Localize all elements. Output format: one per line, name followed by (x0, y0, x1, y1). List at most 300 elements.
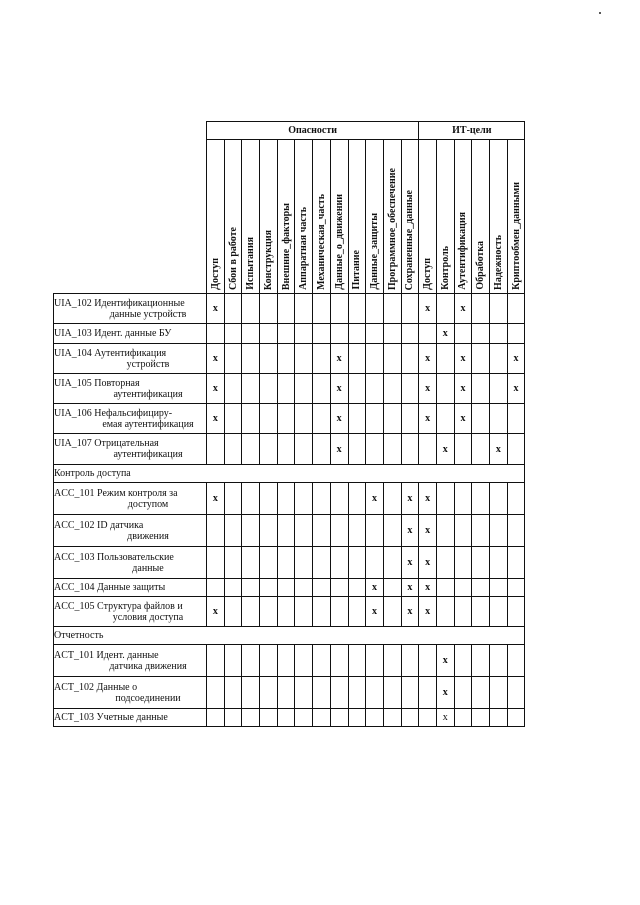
cell-empty (242, 677, 260, 709)
cell-empty (277, 547, 295, 579)
row-label-line1: ACT_102 Данные о (54, 681, 138, 693)
cell-empty (313, 547, 331, 579)
row-label-line1: UIA_107 Отрицательная (54, 438, 159, 449)
cell-empty (436, 344, 454, 374)
cell-empty (366, 434, 384, 465)
column-header (330, 140, 348, 294)
cell-empty (277, 515, 295, 547)
table-row (54, 709, 525, 727)
cell-empty (490, 645, 508, 677)
column-header-label: Сбои в работе (227, 226, 239, 290)
row-label-line1: ACC_101 Режим контроля за (54, 487, 178, 499)
cell-mark: x (454, 374, 472, 404)
speck (599, 12, 601, 14)
cell-empty (277, 404, 295, 434)
cell-empty (383, 374, 401, 404)
cell-empty (401, 434, 419, 465)
cell-empty (383, 547, 401, 579)
cell-empty (472, 709, 490, 727)
cell-empty (401, 677, 419, 709)
cell-empty (366, 645, 384, 677)
cell-empty (419, 645, 437, 677)
cell-empty (260, 547, 278, 579)
cell-empty (507, 645, 525, 677)
cell-empty (419, 324, 437, 344)
cell-empty (224, 547, 242, 579)
cell-mark: x (401, 547, 419, 579)
cell-empty (224, 483, 242, 515)
cell-mark: x (419, 515, 437, 547)
cell-empty (507, 434, 525, 465)
cell-mark: x (401, 579, 419, 597)
section-label: Отчетность (54, 627, 525, 645)
cell-empty (242, 344, 260, 374)
cell-empty (242, 547, 260, 579)
column-header (207, 140, 225, 294)
row-label-line1: ACT_103 Учетные данные (54, 712, 168, 723)
cell-mark: x (366, 483, 384, 515)
cell-empty (401, 374, 419, 404)
cell-mark: x (207, 344, 225, 374)
row-label (54, 344, 207, 374)
cell-mark: x (419, 483, 437, 515)
cell-empty (330, 547, 348, 579)
row-label-line2: аутентификация (113, 388, 183, 400)
row-label-line2: условия доступа (112, 611, 184, 623)
row-label-line1: ACC_105 Структура файлов и (54, 600, 183, 612)
cell-empty (348, 515, 366, 547)
cell-empty (348, 645, 366, 677)
cell-empty (207, 515, 225, 547)
cell-empty (366, 374, 384, 404)
cell-empty (507, 579, 525, 597)
cell-empty (436, 374, 454, 404)
cell-empty (366, 404, 384, 434)
row-label-line2: данные устройств (109, 308, 187, 320)
column-header (260, 140, 278, 294)
cell-empty (224, 374, 242, 404)
row-label-line2: данные (132, 562, 164, 574)
cell-empty (454, 324, 472, 344)
group-header: ИТ-цели (419, 122, 525, 140)
cell-mark: x (401, 515, 419, 547)
cell-empty (277, 483, 295, 515)
cell-empty (313, 645, 331, 677)
cell-empty (295, 404, 313, 434)
cell-empty (224, 294, 242, 324)
cell-mark: x (207, 374, 225, 404)
cell-empty (313, 515, 331, 547)
row-label (54, 434, 207, 465)
cell-empty (224, 677, 242, 709)
cell-mark: x (490, 434, 508, 465)
row-label (54, 483, 207, 515)
cell-mark: x (419, 404, 437, 434)
column-header (454, 140, 472, 294)
cell-empty (260, 374, 278, 404)
cell-empty (295, 294, 313, 324)
cell-empty (260, 645, 278, 677)
cell-empty (224, 344, 242, 374)
cell-empty (277, 709, 295, 727)
cell-empty (295, 547, 313, 579)
cell-empty (472, 344, 490, 374)
cell-empty (224, 579, 242, 597)
column-header-label: Питание (351, 250, 363, 290)
column-header (295, 140, 313, 294)
cell-mark: x (207, 483, 225, 515)
cell-mark: x (419, 579, 437, 597)
cell-empty (348, 547, 366, 579)
cell-empty (472, 374, 490, 404)
cell-empty (242, 294, 260, 324)
cell-empty (313, 324, 331, 344)
column-header (277, 140, 295, 294)
cell-empty (224, 324, 242, 344)
row-label (54, 709, 207, 727)
cell-empty (454, 579, 472, 597)
cell-empty (295, 709, 313, 727)
column-header-label: Испытания (245, 237, 257, 290)
cell-empty (224, 434, 242, 465)
cell-empty (277, 597, 295, 627)
table-row (54, 434, 525, 465)
column-header-label: Криптообмен_данными (510, 182, 522, 290)
cell-empty (277, 294, 295, 324)
table-row (54, 374, 525, 404)
table-row (54, 677, 525, 709)
row-label-line2: движения (127, 530, 169, 542)
column-header (366, 140, 384, 294)
cell-empty (313, 374, 331, 404)
cell-mark: x (330, 404, 348, 434)
cell-empty (507, 597, 525, 627)
cell-empty (383, 344, 401, 374)
cell-empty (383, 709, 401, 727)
cell-empty (419, 677, 437, 709)
cell-empty (383, 645, 401, 677)
cell-empty (490, 344, 508, 374)
cell-empty (348, 294, 366, 324)
column-header (472, 140, 490, 294)
cell-empty (207, 324, 225, 344)
matrix-table (53, 121, 525, 727)
group-header-row (54, 122, 525, 140)
cell-empty (507, 547, 525, 579)
cell-empty (366, 677, 384, 709)
row-label-line2: датчика движения (109, 660, 187, 672)
cell-mark: x (207, 404, 225, 434)
row-label (54, 294, 207, 324)
cell-empty (207, 547, 225, 579)
cell-empty (295, 645, 313, 677)
row-label-line2: емая аутентификация (102, 418, 194, 430)
cell-empty (454, 709, 472, 727)
cell-empty (383, 404, 401, 434)
cell-mark: x (419, 374, 437, 404)
cell-empty (472, 677, 490, 709)
cell-mark: x (330, 434, 348, 465)
row-label-line1: UIA_103 Идент. данные БУ (54, 328, 172, 339)
cell-empty (366, 547, 384, 579)
corner-blank (54, 122, 207, 294)
cell-empty (401, 709, 419, 727)
row-label (54, 374, 207, 404)
cell-mark: x (330, 374, 348, 404)
column-header (242, 140, 260, 294)
row-label-line1: UIA_102 Идентификационные (54, 297, 185, 309)
row-label (54, 645, 207, 677)
cell-empty (313, 597, 331, 627)
row-label-line1: UIA_104 Аутентификация (54, 347, 167, 359)
row-label (54, 324, 207, 344)
cell-empty (330, 597, 348, 627)
cell-mark: x (454, 294, 472, 324)
cell-empty (383, 677, 401, 709)
cell-mark: x (436, 709, 454, 727)
cell-empty (295, 579, 313, 597)
cell-mark: x (401, 597, 419, 627)
cell-empty (277, 374, 295, 404)
cell-empty (224, 645, 242, 677)
cell-empty (242, 374, 260, 404)
column-header (313, 140, 331, 294)
cell-empty (313, 483, 331, 515)
cell-empty (313, 677, 331, 709)
cell-empty (207, 645, 225, 677)
cell-empty (383, 579, 401, 597)
cell-mark: x (454, 344, 472, 374)
cell-empty (330, 645, 348, 677)
cell-mark: x (401, 483, 419, 515)
column-header (507, 140, 525, 294)
cell-empty (507, 294, 525, 324)
cell-mark: x (366, 597, 384, 627)
cell-empty (490, 677, 508, 709)
cell-empty (472, 597, 490, 627)
cell-empty (383, 434, 401, 465)
table-row (54, 483, 525, 515)
cell-empty (277, 344, 295, 374)
cell-empty (507, 677, 525, 709)
cell-empty (242, 324, 260, 344)
section-label: Контроль доступа (54, 465, 525, 483)
cell-mark: x (436, 677, 454, 709)
cell-empty (348, 404, 366, 434)
column-header-label: Надежность (492, 235, 504, 290)
cell-empty (401, 294, 419, 324)
cell-empty (313, 579, 331, 597)
cell-empty (348, 324, 366, 344)
cell-empty (472, 324, 490, 344)
column-header-label: Внешние_факторы (280, 202, 292, 290)
row-label-line2: доступом (127, 498, 169, 510)
cell-empty (295, 344, 313, 374)
column-header-label: Конструкция (262, 229, 274, 290)
cell-empty (472, 294, 490, 324)
cell-empty (242, 579, 260, 597)
row-label-line1: ACC_103 Пользовательские (54, 551, 174, 563)
cell-empty (348, 374, 366, 404)
cell-empty (295, 515, 313, 547)
column-header (348, 140, 366, 294)
cell-empty (295, 324, 313, 344)
cell-empty (242, 483, 260, 515)
cell-empty (454, 645, 472, 677)
cell-empty (224, 597, 242, 627)
cell-empty (454, 483, 472, 515)
cell-empty (260, 404, 278, 434)
cell-empty (242, 404, 260, 434)
row-label-line2: устройств (126, 358, 170, 370)
cell-empty (277, 324, 295, 344)
cell-empty (260, 324, 278, 344)
cell-empty (313, 344, 331, 374)
column-header-label: Контроль (439, 246, 451, 290)
cell-empty (490, 483, 508, 515)
cell-empty (242, 645, 260, 677)
cell-empty (330, 483, 348, 515)
cell-empty (366, 294, 384, 324)
cell-empty (401, 324, 419, 344)
cell-empty (313, 434, 331, 465)
cell-empty (207, 677, 225, 709)
cell-empty (330, 515, 348, 547)
cell-empty (242, 709, 260, 727)
column-header-label: Сохраненные_данные (404, 189, 416, 290)
cell-mark: x (507, 344, 525, 374)
row-label (54, 597, 207, 627)
cell-empty (348, 344, 366, 374)
row-label (54, 677, 207, 709)
column-header (401, 140, 419, 294)
cell-empty (224, 404, 242, 434)
cell-empty (260, 709, 278, 727)
cell-empty (277, 579, 295, 597)
column-header (490, 140, 508, 294)
cell-empty (348, 483, 366, 515)
cell-mark: x (436, 645, 454, 677)
cell-empty (295, 483, 313, 515)
cell-empty (472, 579, 490, 597)
cell-empty (472, 434, 490, 465)
row-label (54, 579, 207, 597)
row-label-line1: ACC_102 ID датчика (54, 519, 144, 531)
cell-empty (348, 677, 366, 709)
cell-empty (454, 677, 472, 709)
cell-empty (260, 483, 278, 515)
cell-empty (330, 324, 348, 344)
cell-mark: x (207, 294, 225, 324)
row-label (54, 404, 207, 434)
cell-empty (436, 579, 454, 597)
column-header (419, 140, 437, 294)
column-header-label: Программное_обеспечение (386, 167, 398, 290)
table-row (54, 294, 525, 324)
cell-empty (490, 515, 508, 547)
cell-empty (490, 709, 508, 727)
cell-empty (260, 677, 278, 709)
cell-empty (348, 709, 366, 727)
cell-mark: x (436, 324, 454, 344)
cell-mark: x (419, 294, 437, 324)
cell-empty (383, 515, 401, 547)
cell-empty (401, 344, 419, 374)
cell-mark: x (454, 404, 472, 434)
cell-empty (401, 645, 419, 677)
row-label-line2: аутентификация (113, 449, 183, 460)
cell-mark: x (436, 434, 454, 465)
cell-empty (436, 294, 454, 324)
cell-empty (472, 547, 490, 579)
cell-empty (348, 434, 366, 465)
cell-empty (472, 404, 490, 434)
cell-empty (260, 344, 278, 374)
table-row (54, 645, 525, 677)
cell-mark: x (419, 547, 437, 579)
column-header (224, 140, 242, 294)
column-header-label: Данные_защиты (369, 213, 381, 290)
cell-mark: x (419, 344, 437, 374)
cell-mark: x (419, 597, 437, 627)
cell-empty (507, 404, 525, 434)
column-header-label: Механическая_часть (315, 194, 327, 290)
table-row (54, 404, 525, 434)
cell-empty (242, 597, 260, 627)
cell-empty (295, 677, 313, 709)
cell-empty (207, 434, 225, 465)
group-header: Опасности (207, 122, 419, 140)
cell-empty (295, 374, 313, 404)
cell-empty (472, 515, 490, 547)
cell-mark: x (366, 579, 384, 597)
cell-empty (295, 597, 313, 627)
cell-empty (472, 645, 490, 677)
cell-empty (507, 709, 525, 727)
cell-empty (436, 597, 454, 627)
table-row (54, 597, 525, 627)
cell-empty (224, 709, 242, 727)
cell-empty (454, 434, 472, 465)
cell-empty (383, 324, 401, 344)
column-header-label: Аппаратная часть (298, 207, 310, 290)
cell-empty (383, 597, 401, 627)
cell-empty (348, 579, 366, 597)
cell-empty (330, 709, 348, 727)
cell-empty (436, 404, 454, 434)
column-header-label: Аутентификация (457, 212, 469, 290)
cell-empty (242, 515, 260, 547)
cell-empty (490, 404, 508, 434)
cell-empty (454, 547, 472, 579)
cell-empty (260, 294, 278, 324)
cell-empty (507, 483, 525, 515)
cell-empty (419, 434, 437, 465)
table-row (54, 515, 525, 547)
cell-empty (348, 597, 366, 627)
cell-mark: x (330, 344, 348, 374)
cell-empty (490, 294, 508, 324)
cell-mark: x (207, 597, 225, 627)
cell-empty (260, 579, 278, 597)
cell-empty (295, 434, 313, 465)
cell-empty (207, 579, 225, 597)
cell-empty (242, 434, 260, 465)
cell-empty (277, 677, 295, 709)
column-header (436, 140, 454, 294)
cell-empty (260, 434, 278, 465)
column-header-label: Доступ (209, 258, 221, 290)
